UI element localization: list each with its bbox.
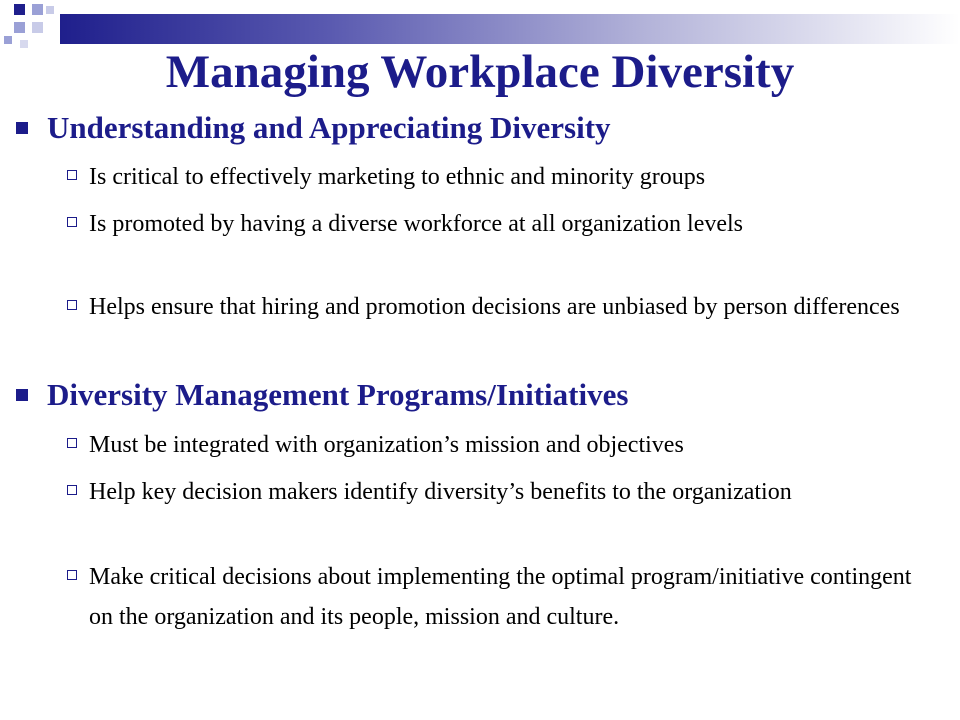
section-heading (47, 377, 628, 413)
section-heading-text: Diversity Management Programs/Initiatives (47, 377, 629, 412)
hollow-square-bullet-icon (67, 570, 77, 580)
bullet-point (89, 287, 929, 327)
hollow-square-bullet-icon (67, 438, 77, 448)
deco-square (32, 4, 43, 15)
section-heading-text: Understanding and Appreciating Diversity (47, 110, 611, 145)
square-bullet-icon (16, 122, 28, 134)
hollow-square-bullet-icon (67, 485, 77, 495)
bullet-point (89, 472, 929, 512)
deco-square (14, 22, 25, 33)
bullet-point-text: Must be integrated with organization’s mission and objectives (89, 432, 684, 458)
bullet-point (89, 157, 929, 197)
bullet-point-text: Helps ensure that hiring and promotion decisions are unbiased by person differences (89, 294, 900, 320)
hollow-square-bullet-icon (67, 170, 77, 180)
bullet-point (89, 557, 929, 637)
deco-square (46, 6, 54, 14)
bullet-point-text: Is promoted by having a diverse workforce at all organization levels (89, 211, 744, 237)
bullet-point (89, 425, 929, 465)
bullet-point-text: Is critical to effectively marketing to ethnic and minority groups (89, 164, 706, 190)
hollow-square-bullet-icon (67, 300, 77, 310)
section-heading (47, 110, 611, 146)
square-bullet-icon (16, 389, 28, 401)
deco-square (32, 22, 43, 33)
bullet-point (89, 204, 929, 244)
deco-square (14, 4, 25, 15)
hollow-square-bullet-icon (67, 217, 77, 227)
bullet-point-text: Help key decision makers identify diversity’s benefits to the organization (89, 479, 792, 505)
bullet-point-text: Make critical decisions about implementing the optimal program/initiative contingent on the organization and its people, mission and culture. (89, 564, 912, 630)
header-gradient-bar (60, 14, 960, 44)
slide-title: Managing Workplace Diversity (165, 46, 795, 98)
